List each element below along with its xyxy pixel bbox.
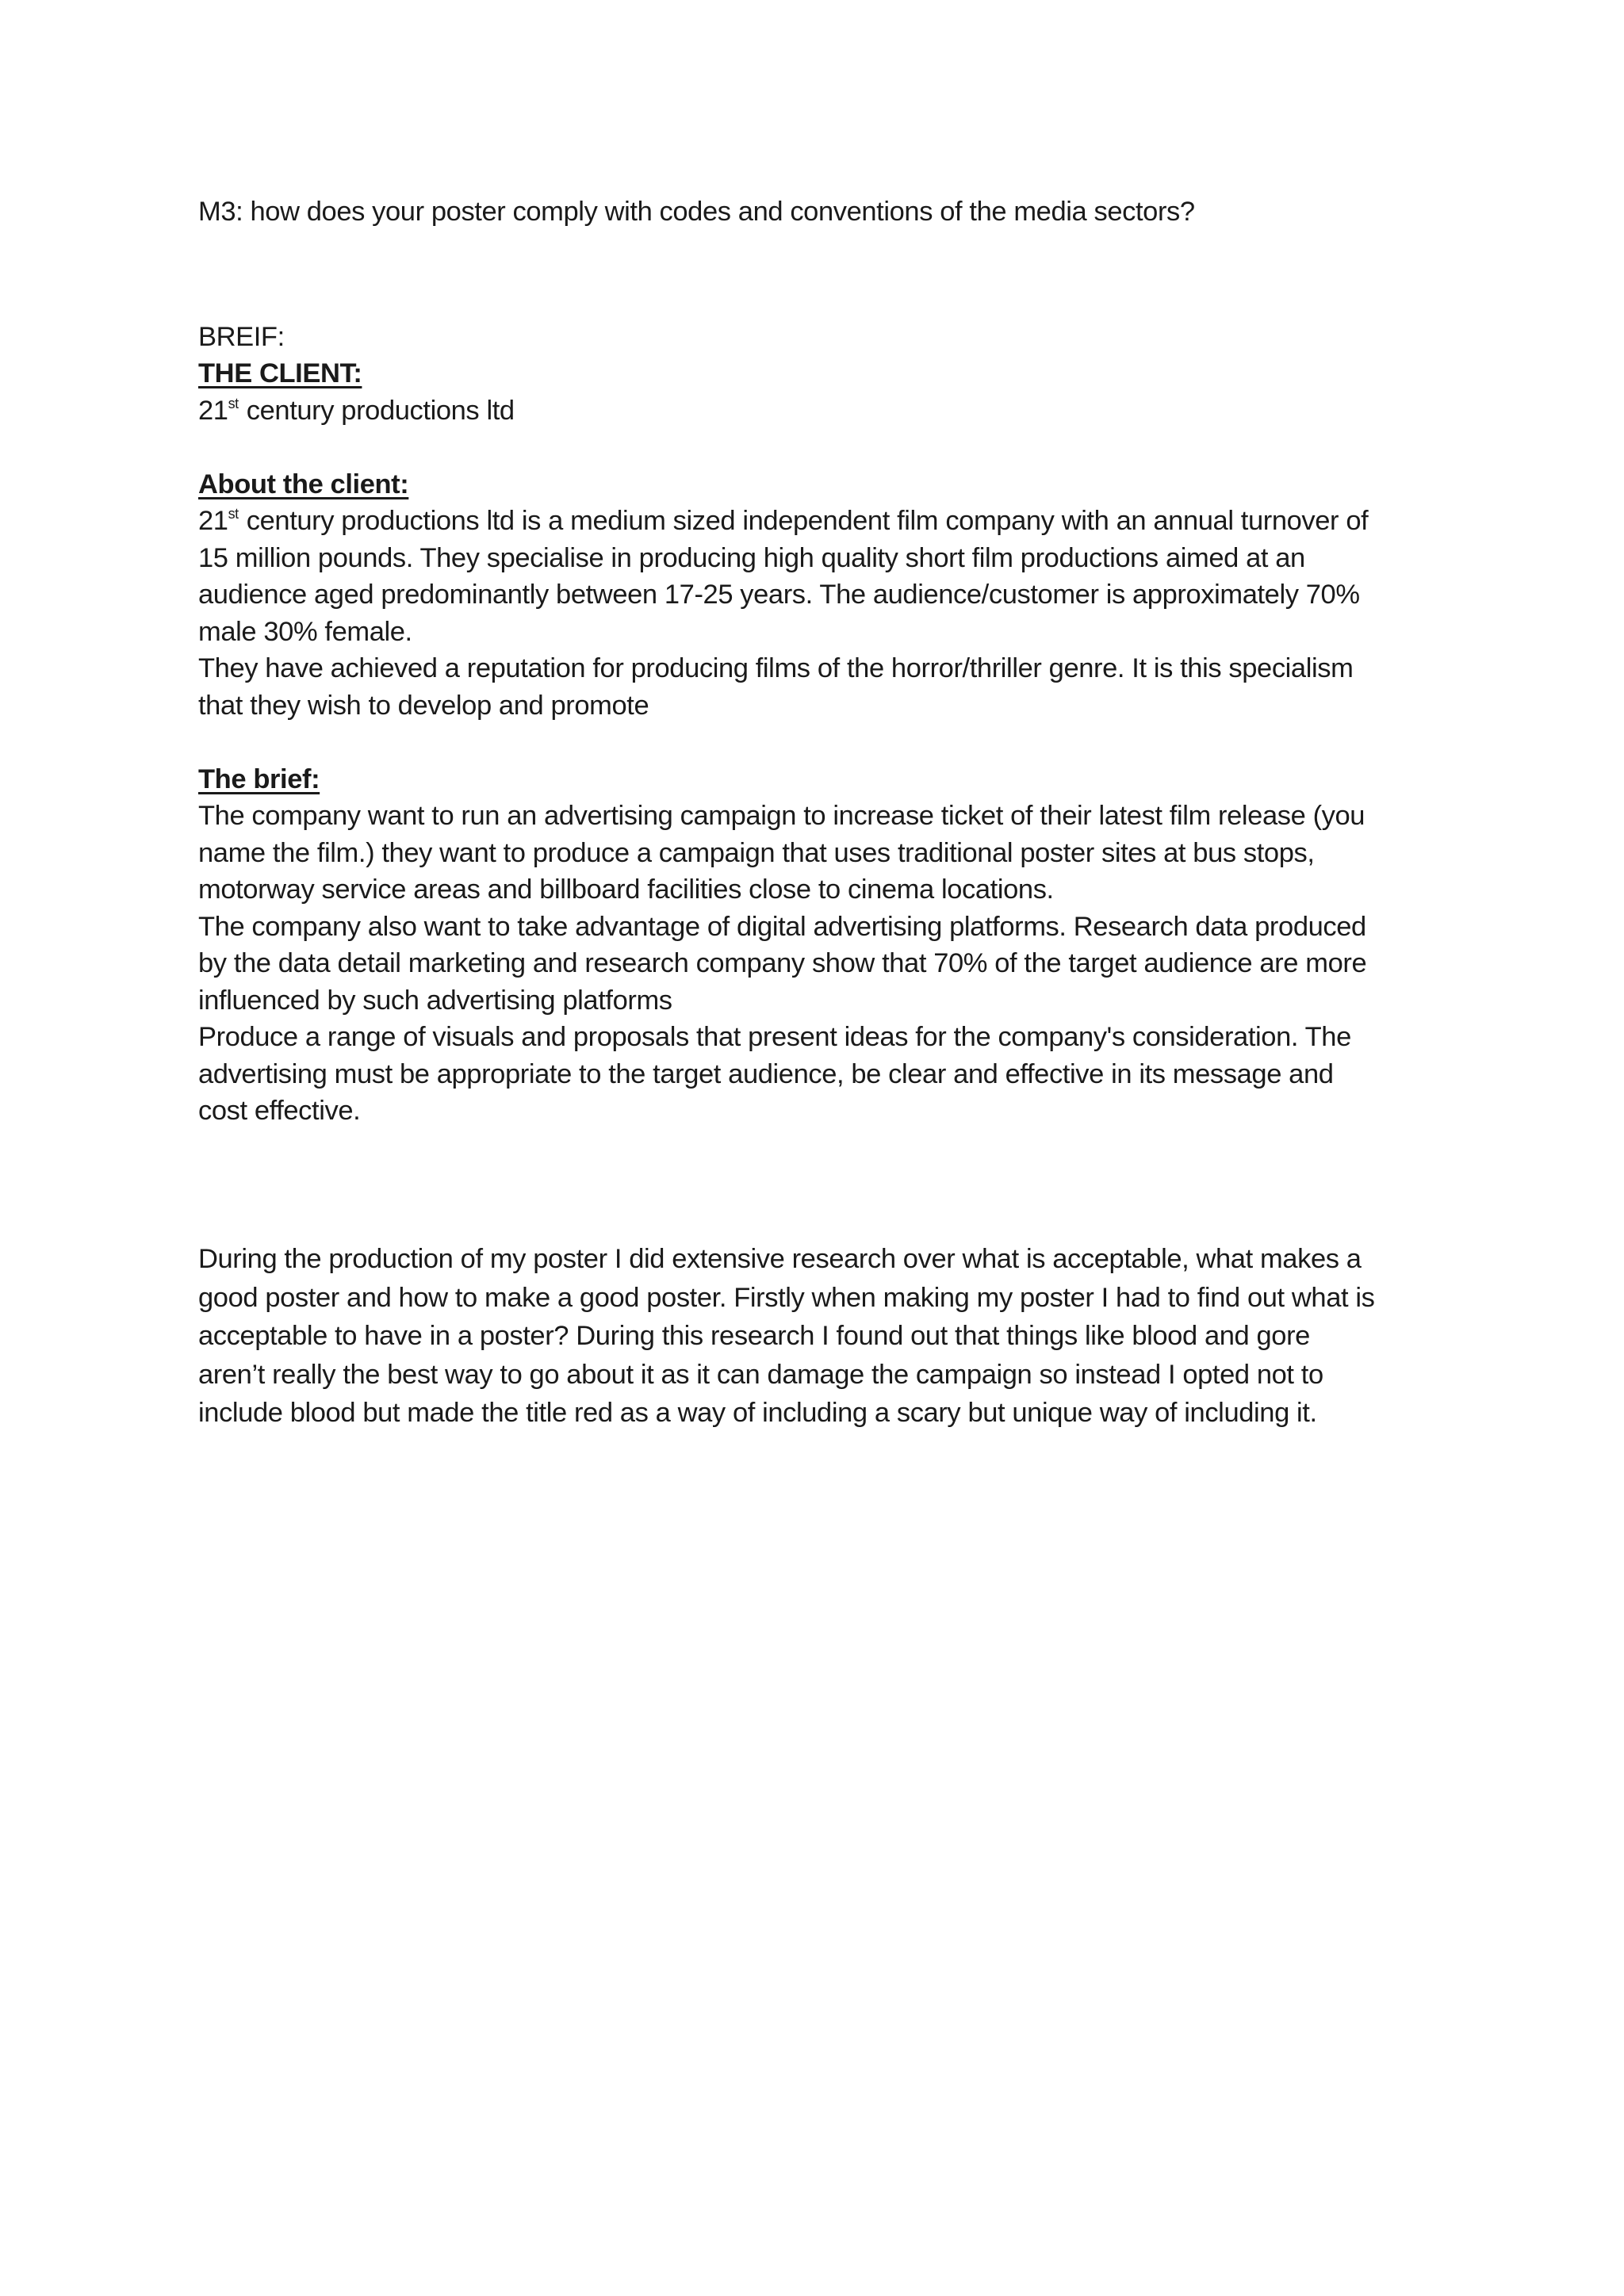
answer-line: acceptable to have in a poster? During this research I found out that things like blood and gore [198, 1321, 1310, 1351]
about-line: that they wish to develop and promote [198, 690, 649, 721]
brief-line: name the film.) they want to produce a campaign that uses traditional poster sites at bus stops, [198, 837, 1315, 868]
brief-label: BREIF: [198, 321, 285, 352]
about-line: 15 million pounds. They specialise in producing high quality short film productions aimed at an [198, 542, 1305, 573]
spacer [198, 231, 1451, 319]
spacer [198, 1130, 1451, 1241]
client-heading: THE CLIENT: [198, 358, 362, 388]
answer-line: During the production of my poster I did extensive research over what is acceptable, what makes a [198, 1244, 1362, 1274]
document-body [198, 193, 1451, 1433]
about-line [198, 503, 1451, 540]
client-name-rest: century productions ltd [246, 395, 515, 426]
brief-line: by the data detail marketing and research company show that 70% of the target audience are more [198, 948, 1367, 978]
answer-paragraph [198, 1240, 1451, 1433]
about-line: male 30% female. [198, 616, 412, 647]
brief-line: The company also want to take advantage of digital advertising platforms. Research data produced [198, 911, 1366, 942]
about-heading: About the client: [198, 469, 409, 499]
about-line: They have achieved a reputation for producing films of the horror/thriller genre. It is this specialism [198, 653, 1354, 683]
about-line-rest: century productions ltd is a medium sized independent film company with an annual turnover of [246, 506, 1369, 536]
brief-heading: The brief: [198, 763, 320, 794]
brief-line: The company want to run an advertising campaign to increase ticket of their latest film release (you [198, 801, 1365, 831]
answer-line: aren’t really the best way to go about it as it can damage the campaign so instead I opted not to [198, 1359, 1323, 1390]
brief-line: advertising must be appropriate to the target audience, be clear and effective in its message and [198, 1058, 1334, 1089]
brief-line: influenced by such advertising platforms [198, 985, 672, 1016]
answer-line: good poster and how to make a good poster. Firstly when making my poster I had to find out what is [198, 1282, 1375, 1313]
client-name-suffix: st [228, 395, 239, 411]
spacer [198, 724, 1451, 761]
about-line: audience aged predominantly between 17-25 years. The audience/customer is approximately 70% [198, 580, 1360, 610]
client-name-number: 21 [198, 395, 228, 426]
brief-line: motorway service areas and billboard facilities close to cinema locations. [198, 874, 1054, 905]
about-line-suffix: st [228, 506, 239, 522]
brief-line: Produce a range of visuals and proposals that present ideas for the company's consideration. The [198, 1022, 1351, 1052]
client-name [198, 392, 1451, 430]
about-line-number: 21 [198, 506, 228, 536]
question-title: M3: how does your poster comply with codes and conventions of the media sectors? [198, 197, 1195, 227]
brief-line: cost effective. [198, 1096, 361, 1126]
spacer [198, 429, 1451, 466]
answer-line: include blood but made the title red as a way of including a scary but unique way of including it. [198, 1398, 1317, 1428]
